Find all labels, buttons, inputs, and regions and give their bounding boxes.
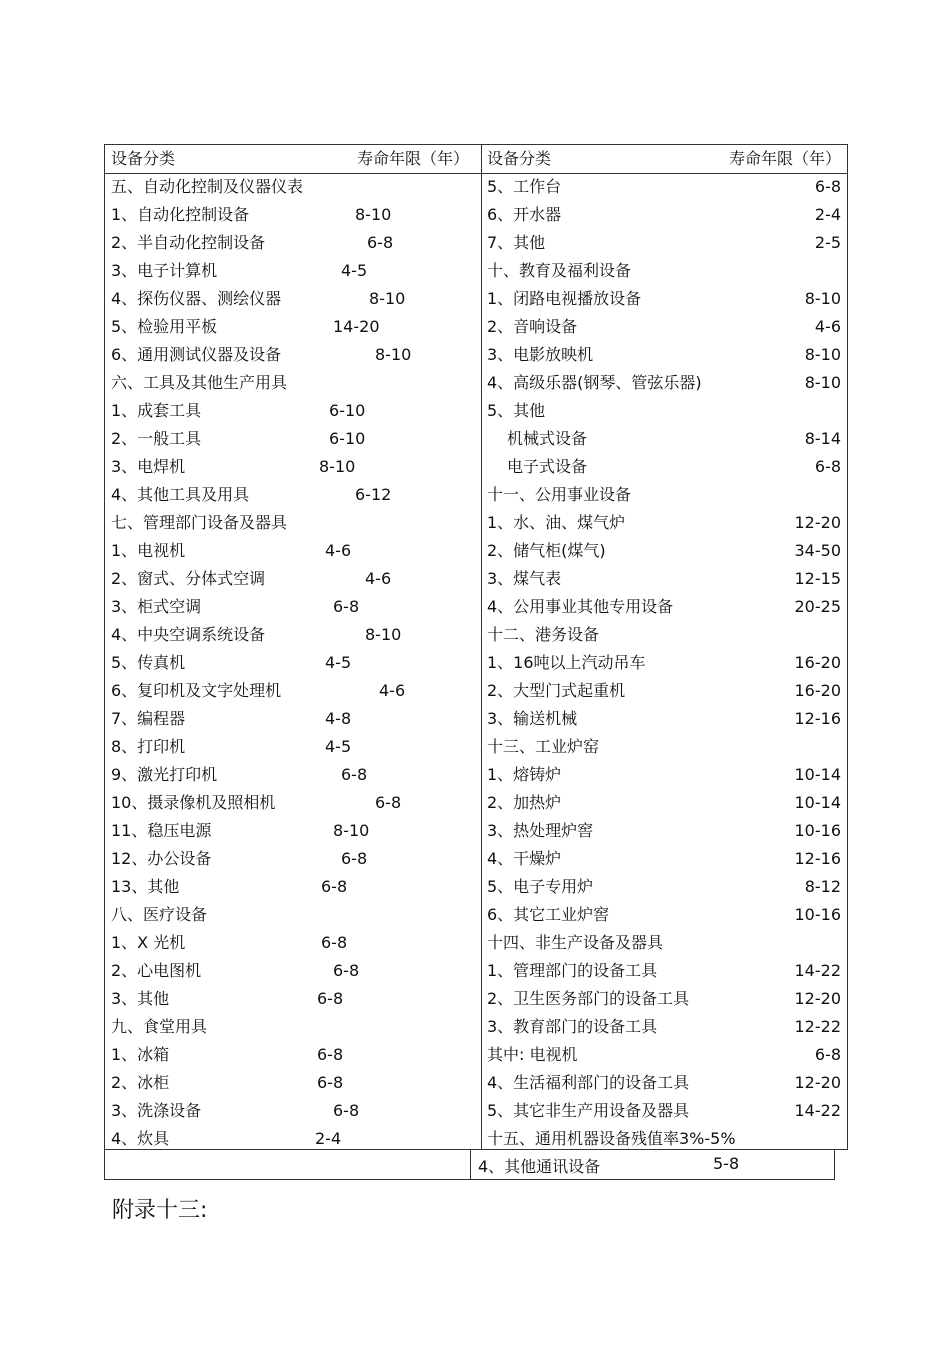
table-row bbox=[481, 1013, 847, 1041]
life-years-value: 16-20 bbox=[794, 681, 841, 700]
equipment-name: 十四、非生产设备及器具 bbox=[487, 933, 664, 952]
life-years-value: 4-5 bbox=[325, 653, 352, 672]
life-years-value: 8-10 bbox=[319, 457, 356, 476]
table-row bbox=[481, 901, 847, 929]
life-years-value: 34-50 bbox=[794, 541, 841, 560]
equipment-name: 2、心电图机 bbox=[111, 961, 202, 980]
life-years-value: 8-12 bbox=[804, 877, 841, 896]
equipment-name: 电子式设备 bbox=[507, 457, 588, 476]
right-header-row bbox=[481, 145, 847, 174]
life-years-value: 20-25 bbox=[794, 597, 841, 616]
table-row bbox=[481, 929, 847, 957]
table-row bbox=[105, 733, 481, 761]
equipment-name: 其中: 电视机 bbox=[487, 1045, 578, 1064]
table-row bbox=[105, 509, 481, 537]
equipment-name: 4、公用事业其他专用设备 bbox=[487, 597, 674, 616]
equipment-name: 9、激光打印机 bbox=[111, 765, 218, 784]
equipment-name: 3、输送机械 bbox=[487, 709, 578, 728]
equipment-name: 1、冰箱 bbox=[111, 1045, 170, 1064]
table-row bbox=[481, 621, 847, 649]
equipment-name: 2、半自动化控制设备 bbox=[111, 233, 266, 252]
equipment-name: 13、其他 bbox=[111, 877, 180, 896]
equipment-name: 4、探伤仪器、测绘仪器 bbox=[111, 289, 282, 308]
life-years-value: 10-14 bbox=[794, 765, 841, 784]
table-row bbox=[481, 453, 847, 481]
life-years-value: 6-10 bbox=[329, 401, 366, 420]
life-years-value: 6-8 bbox=[321, 877, 348, 896]
equipment-name: 3、电影放映机 bbox=[487, 345, 594, 364]
table-row bbox=[481, 173, 847, 201]
table-row bbox=[481, 425, 847, 453]
table-row bbox=[105, 649, 481, 677]
table-row bbox=[105, 845, 481, 873]
header-category: 设备分类 bbox=[111, 149, 176, 168]
life-years-value: 2-4 bbox=[814, 205, 841, 224]
life-years-value: 12-22 bbox=[794, 1017, 841, 1036]
life-years-value: 6-8 bbox=[333, 961, 360, 980]
life-years-value: 4-6 bbox=[814, 317, 841, 336]
table-row bbox=[105, 789, 481, 817]
table-row bbox=[105, 313, 481, 341]
table-row bbox=[105, 593, 481, 621]
appendix-title: 附录十三: bbox=[112, 1198, 208, 1223]
equipment-name: 2、加热炉 bbox=[487, 793, 562, 812]
table-row bbox=[105, 481, 481, 509]
table-row bbox=[481, 481, 847, 509]
life-years-value: 6-8 bbox=[317, 989, 344, 1008]
equipment-name: 4、生活福利部门的设备工具 bbox=[487, 1073, 690, 1092]
equipment-name: 8、打印机 bbox=[111, 737, 186, 756]
equipment-name: 6、其它工业炉窖 bbox=[487, 905, 610, 924]
life-years-value: 8-10 bbox=[804, 373, 841, 392]
equipment-name: 10、摄录像机及照相机 bbox=[111, 793, 276, 812]
equipment-name: 1、成套工具 bbox=[111, 401, 202, 420]
life-years-value: 4-6 bbox=[365, 569, 392, 588]
table-row bbox=[481, 761, 847, 789]
equipment-name: 2、音响设备 bbox=[487, 317, 578, 336]
equipment-name: 2、窗式、分体式空调 bbox=[111, 569, 266, 588]
table-row bbox=[105, 425, 481, 453]
equipment-name: 6、通用测试仪器及设备 bbox=[111, 345, 282, 364]
life-years-value: 8-10 bbox=[369, 289, 406, 308]
life-years-value: 10-16 bbox=[794, 821, 841, 840]
life-years-value: 4-8 bbox=[325, 709, 352, 728]
equipment-name: 3、洗涤设备 bbox=[111, 1101, 202, 1120]
equipment-name: 十五、通用机器设备残值率3%-5% bbox=[487, 1129, 736, 1148]
life-years-value: 4-6 bbox=[325, 541, 352, 560]
equipment-name: 2、大型门式起重机 bbox=[487, 681, 626, 700]
equipment-name: 3、电子计算机 bbox=[111, 261, 218, 280]
table-row bbox=[105, 677, 481, 705]
equipment-name: 11、稳压电源 bbox=[111, 821, 212, 840]
life-years-value: 12-20 bbox=[794, 989, 841, 1008]
table-row bbox=[105, 929, 481, 957]
life-years-value: 10-14 bbox=[794, 793, 841, 812]
right-column bbox=[481, 145, 847, 1149]
equipment-name: 3、教育部门的设备工具 bbox=[487, 1017, 658, 1036]
equipment-name: 6、开水器 bbox=[487, 205, 562, 224]
table-row bbox=[481, 1069, 847, 1097]
table-row bbox=[481, 201, 847, 229]
life-years-value: 10-16 bbox=[794, 905, 841, 924]
table-row bbox=[481, 537, 847, 565]
equipment-name: 1、熔铸炉 bbox=[487, 765, 562, 784]
equipment-name: 5、其它非生产用设备及器具 bbox=[487, 1101, 690, 1120]
extra-row-value: 5-8 bbox=[713, 1154, 740, 1173]
table-row bbox=[105, 621, 481, 649]
equipment-name: 1、电视机 bbox=[111, 541, 186, 560]
life-years-value: 12-16 bbox=[794, 849, 841, 868]
table-row bbox=[105, 537, 481, 565]
life-years-value: 6-8 bbox=[341, 765, 368, 784]
life-years-value: 8-10 bbox=[333, 821, 370, 840]
table-row bbox=[481, 509, 847, 537]
table-row bbox=[105, 369, 481, 397]
life-years-value: 14-20 bbox=[333, 317, 380, 336]
table-row bbox=[105, 985, 481, 1013]
table-row bbox=[105, 257, 481, 285]
equipment-name: 十二、港务设备 bbox=[487, 625, 600, 644]
equipment-name: 1、自动化控制设备 bbox=[111, 205, 250, 224]
equipment-name: 1、水、油、煤气炉 bbox=[487, 513, 626, 532]
table-row bbox=[481, 873, 847, 901]
life-years-value: 6-12 bbox=[355, 485, 392, 504]
header-category: 设备分类 bbox=[487, 149, 552, 168]
life-years-value: 8-10 bbox=[365, 625, 402, 644]
table-row bbox=[105, 705, 481, 733]
life-years-value: 6-8 bbox=[333, 597, 360, 616]
extra-row-box bbox=[104, 1149, 835, 1180]
table-row bbox=[481, 285, 847, 313]
table-row bbox=[481, 845, 847, 873]
equipment-name: 机械式设备 bbox=[507, 429, 588, 448]
table-row bbox=[105, 873, 481, 901]
table-row bbox=[481, 341, 847, 369]
life-years-value: 8-10 bbox=[804, 289, 841, 308]
life-years-value: 4-6 bbox=[379, 681, 406, 700]
life-years-value: 6-8 bbox=[317, 1045, 344, 1064]
equipment-name: 12、办公设备 bbox=[111, 849, 212, 868]
table-row bbox=[105, 901, 481, 929]
life-years-value: 6-8 bbox=[321, 933, 348, 952]
equipment-name: 4、中央空调系统设备 bbox=[111, 625, 266, 644]
equipment-name: 八、医疗设备 bbox=[111, 905, 208, 924]
equipment-name: 十三、工业炉窑 bbox=[487, 737, 600, 756]
equipment-name: 2、冰柜 bbox=[111, 1073, 170, 1092]
table-row bbox=[481, 593, 847, 621]
equipment-name: 6、复印机及文字处理机 bbox=[111, 681, 282, 700]
table-row bbox=[481, 369, 847, 397]
life-years-value: 6-10 bbox=[329, 429, 366, 448]
table-row bbox=[105, 201, 481, 229]
table-row bbox=[105, 285, 481, 313]
equipment-name: 十、教育及福利设备 bbox=[487, 261, 632, 280]
table-row bbox=[481, 817, 847, 845]
equipment-name: 1、管理部门的设备工具 bbox=[487, 961, 658, 980]
equipment-name: 7、编程器 bbox=[111, 709, 186, 728]
life-years-value: 8-10 bbox=[804, 345, 841, 364]
life-years-value: 14-22 bbox=[794, 961, 841, 980]
table-row bbox=[105, 1097, 481, 1125]
equipment-name: 1、16吨以上汽动吊车 bbox=[487, 653, 646, 672]
equipment-name: 2、储气柜(煤气) bbox=[487, 541, 606, 560]
life-years-value: 8-10 bbox=[355, 205, 392, 224]
life-years-value: 2-5 bbox=[814, 233, 841, 252]
table-row bbox=[105, 1013, 481, 1041]
life-years-value: 12-15 bbox=[794, 569, 841, 588]
left-header-row bbox=[105, 145, 481, 174]
life-years-value: 12-20 bbox=[794, 1073, 841, 1092]
equipment-name: 3、煤气表 bbox=[487, 569, 562, 588]
table-row bbox=[105, 173, 481, 201]
table-row bbox=[481, 397, 847, 425]
table-row bbox=[105, 957, 481, 985]
table-row bbox=[481, 1041, 847, 1069]
equipment-name: 5、检验用平板 bbox=[111, 317, 218, 336]
life-years-value: 12-20 bbox=[794, 513, 841, 532]
table-row bbox=[105, 565, 481, 593]
equipment-name: 3、电焊机 bbox=[111, 457, 186, 476]
table-row bbox=[105, 1041, 481, 1069]
equipment-name: 4、炊具 bbox=[111, 1129, 170, 1148]
extra-row-divider bbox=[470, 1150, 471, 1179]
life-years-value: 6-8 bbox=[341, 849, 368, 868]
table-row bbox=[105, 761, 481, 789]
table-row bbox=[481, 677, 847, 705]
life-years-value: 6-8 bbox=[814, 177, 841, 196]
table-row bbox=[105, 341, 481, 369]
equipment-name: 5、其他 bbox=[487, 401, 546, 420]
life-years-value: 8-10 bbox=[375, 345, 412, 364]
equipment-life-table bbox=[104, 144, 848, 1150]
life-years-value: 2-4 bbox=[315, 1129, 342, 1148]
life-years-value: 8-14 bbox=[804, 429, 841, 448]
table-row bbox=[481, 257, 847, 285]
table-row bbox=[105, 817, 481, 845]
equipment-name: 5、传真机 bbox=[111, 653, 186, 672]
table-row bbox=[481, 649, 847, 677]
equipment-name: 六、工具及其他生产用具 bbox=[111, 373, 288, 392]
header-life-years: 寿命年限（年） bbox=[728, 149, 841, 168]
table-row bbox=[105, 397, 481, 425]
table-row bbox=[481, 789, 847, 817]
equipment-name: 3、其他 bbox=[111, 989, 170, 1008]
table-row bbox=[105, 229, 481, 257]
table-row bbox=[481, 565, 847, 593]
table-row bbox=[481, 957, 847, 985]
table-row bbox=[105, 1069, 481, 1097]
life-years-value: 6-8 bbox=[367, 233, 394, 252]
table-row bbox=[105, 453, 481, 481]
life-years-value: 6-8 bbox=[814, 457, 841, 476]
header-life-years: 寿命年限（年） bbox=[356, 149, 469, 168]
table-row bbox=[481, 229, 847, 257]
equipment-name: 2、卫生医务部门的设备工具 bbox=[487, 989, 690, 1008]
equipment-name: 九、食堂用具 bbox=[111, 1017, 208, 1036]
equipment-name: 4、干燥炉 bbox=[487, 849, 562, 868]
equipment-name: 5、电子专用炉 bbox=[487, 877, 594, 896]
life-years-value: 6-8 bbox=[814, 1045, 841, 1064]
equipment-name: 4、其他工具及用具 bbox=[111, 485, 250, 504]
table-row bbox=[481, 985, 847, 1013]
equipment-name: 7、其他 bbox=[487, 233, 546, 252]
equipment-name: 五、自动化控制及仪器仪表 bbox=[111, 177, 304, 196]
equipment-name: 2、一般工具 bbox=[111, 429, 202, 448]
table-row bbox=[481, 1097, 847, 1125]
table-row bbox=[481, 313, 847, 341]
life-years-value: 4-5 bbox=[325, 737, 352, 756]
life-years-value: 6-8 bbox=[317, 1073, 344, 1092]
equipment-name: 3、柜式空调 bbox=[111, 597, 202, 616]
life-years-value: 12-16 bbox=[794, 709, 841, 728]
life-years-value: 6-8 bbox=[333, 1101, 360, 1120]
life-years-value: 16-20 bbox=[794, 653, 841, 672]
extra-row-name: 4、其他通讯设备 bbox=[478, 1157, 601, 1176]
equipment-name: 十一、公用事业设备 bbox=[487, 485, 632, 504]
equipment-name: 3、热处理炉窖 bbox=[487, 821, 594, 840]
life-years-value: 14-22 bbox=[794, 1101, 841, 1120]
equipment-name: 七、管理部门设备及器具 bbox=[111, 513, 288, 532]
life-years-value: 6-8 bbox=[375, 793, 402, 812]
equipment-name: 5、工作台 bbox=[487, 177, 562, 196]
table-row bbox=[481, 705, 847, 733]
life-years-value: 4-5 bbox=[341, 261, 368, 280]
equipment-name: 1、闭路电视播放设备 bbox=[487, 289, 642, 308]
equipment-name: 4、高级乐器(钢琴、管弦乐器) bbox=[487, 373, 702, 392]
left-column bbox=[105, 145, 482, 1149]
table-row bbox=[481, 733, 847, 761]
equipment-name: 1、X 光机 bbox=[111, 933, 186, 952]
